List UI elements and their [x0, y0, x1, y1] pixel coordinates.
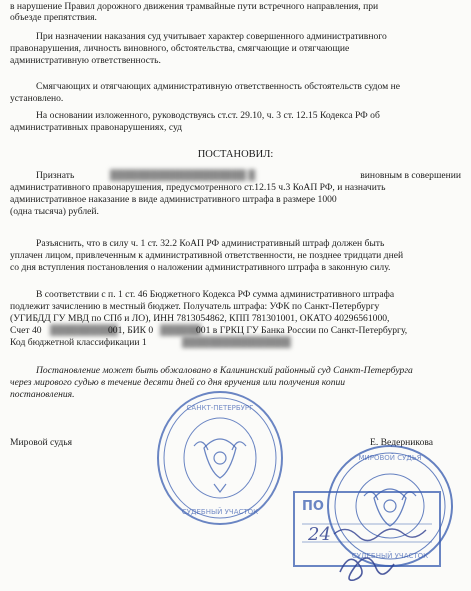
text-line: (одна тысяча) рублей. [10, 206, 99, 217]
court-seal-icon [154, 388, 286, 528]
judge-name: Е. Ведерникова [370, 437, 434, 448]
svg-text:САНКТ-ПЕТЕРБУРГ: САНКТ-ПЕТЕРБУРГ [186, 404, 254, 412]
svg-text:24: 24 [308, 524, 331, 545]
redacted-bik: ██████ [160, 325, 201, 336]
text-line: постановления. [10, 389, 75, 400]
text-line: Счет 40 [10, 325, 42, 336]
decision-heading: ПОСТАНОВИЛ: [197, 149, 274, 160]
text-line: уплачен лицом, привлеченным к административной ответственности, не позднее тридцати дней [10, 250, 404, 261]
text-line: Разъяснить, что в силу ч. 1 ст. 32.2 КоАП РФ административный штраф должен быть [36, 238, 385, 249]
redacted-kbk: ████████████████ [182, 337, 291, 348]
text-line: подлежит зачислению в местный бюджет. Получатель штрафа: УФК по Санкт-Петербургу [10, 301, 380, 312]
svg-text:МИРОВОЙ СУДЬЯ: МИРОВОЙ СУДЬЯ [358, 454, 422, 462]
text-line: Смягчающих и отягчающих административную ответственность обстоятельств судом не [36, 81, 401, 92]
text-line: административного правонарушения, предусмотренного ст.12.15 ч.3 КоАП РФ, и назначить [10, 182, 386, 193]
text-line: виновным в совершении [360, 170, 461, 181]
text-line: в нарушение Правил дорожного движения трамвайные пути встречного направления, при [10, 1, 379, 12]
text-line: Постановление может быть обжаловано в Калининский районный суд Санкт-Петербурга [36, 365, 413, 376]
svg-text:ПО: ПО [302, 499, 324, 514]
text-line: 001, БИК 0 [108, 325, 154, 336]
text-line: (УГИБДД ГУ МВД по СПб и ЛО), ИНН 7813054862, КПП 781301001, ОКАТО 40296561000, [10, 313, 390, 324]
redacted-name: ████████████████████ █ [110, 170, 256, 181]
court-seal-icon [318, 440, 458, 570]
text-line: административную ответственность. [10, 55, 161, 66]
text-line: административное наказание в виде административного штрафа в размере 1000 [10, 194, 337, 205]
text-line: установлено. [10, 93, 64, 104]
text-line: Признать [36, 170, 75, 181]
text-line: В соответствии с п. 1 ст. 46 Бюджетного Кодекса РФ сумма административного штрафа [36, 289, 395, 300]
svg-text:СУДЕБНЫЙ УЧАСТОК: СУДЕБНЫЙ УЧАСТОК [351, 552, 429, 560]
text-line: административных правонарушениях, суд [10, 122, 183, 133]
text-line: 001 в ГРКЦ ГУ Банка России по Санкт-Петербургу, [196, 325, 408, 336]
text-line: со дня вступления постановления о наложении административного штрафа в законную силу. [10, 262, 391, 273]
text-line: При назначении наказания суд учитывает характер совершенного административного [36, 31, 387, 42]
judge-title: Мировой судья [10, 437, 73, 448]
text-line: через мирового судью в течение десяти дней со дня вручения или получения копии [10, 377, 346, 388]
copy-stamp-icon [292, 490, 442, 568]
svg-text:СУДЕБНЫЙ УЧАСТОК: СУДЕБНЫЙ УЧАСТОК [181, 508, 259, 516]
text-line: На основании изложенного, руководствуясь ст.ст. 29.10, ч. 3 ст. 12.15 Кодекса РФ об [36, 110, 380, 121]
text-line: объезде препятствия. [10, 12, 97, 23]
redacted-account: ██████████ [50, 325, 118, 336]
text-line: Код бюджетной классификации 1 [10, 337, 147, 348]
handwritten-signature-icon [300, 510, 460, 590]
text-line: правонарушения, личность виновного, обстоятельства, смягчающие и отягчающие [10, 43, 350, 54]
